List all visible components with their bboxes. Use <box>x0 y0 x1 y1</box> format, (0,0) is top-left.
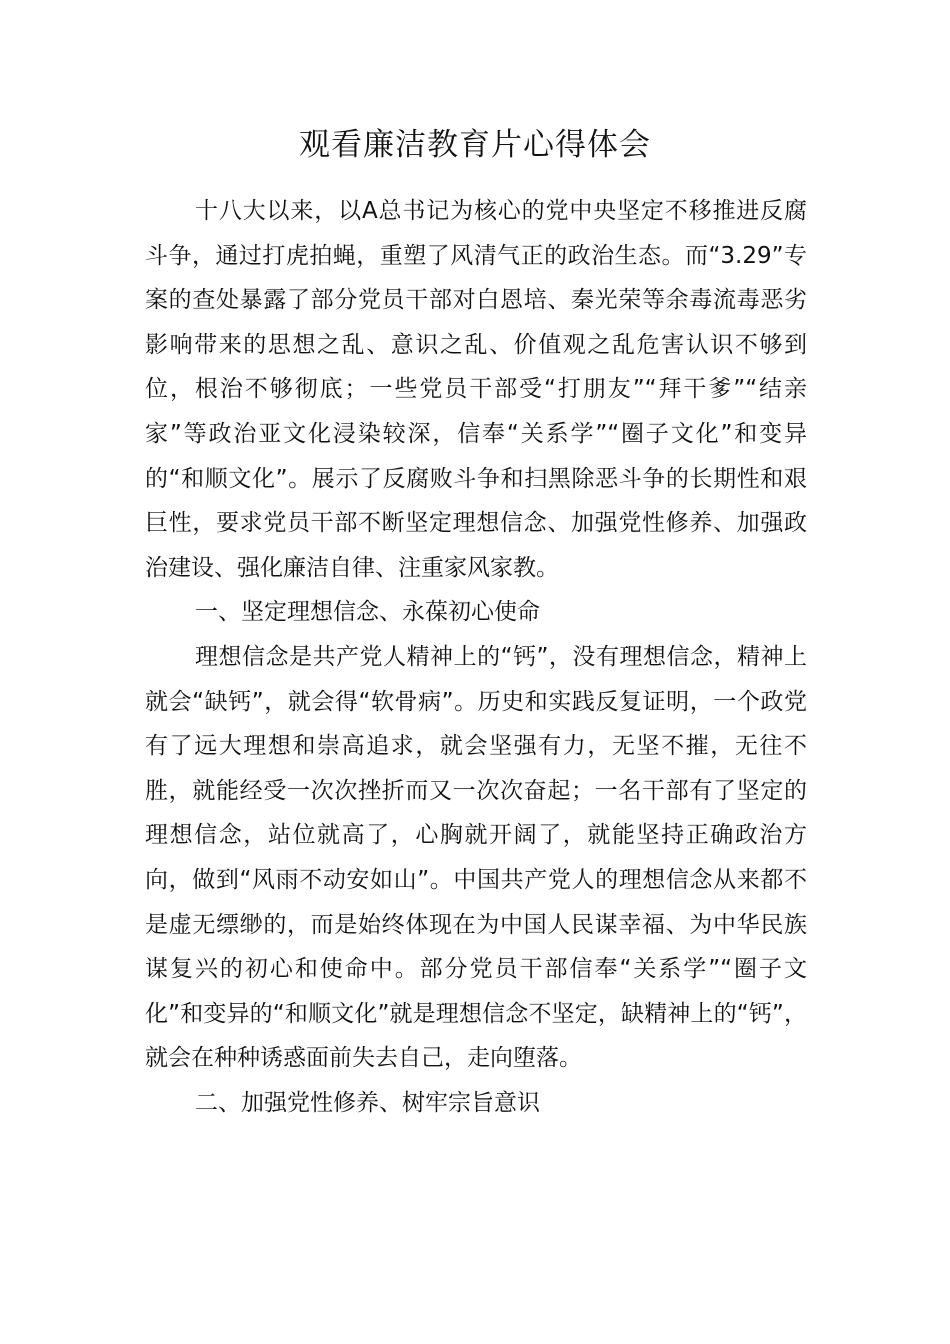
paragraph-intro: 十八大以来，以A总书记为核心的党中央坚定不移推进反腐斗争，通过打虎拍蝇，重塑了风清气正的政治生态。而“3.29”专案的查处暴露了部分党员干部对白恩培、秦光荣等余毒流毒恶劣影响带来的思想之乱、意识之乱、价值观之乱危害认识不够到位，根治不够彻底；一些党员干部受“打朋友”“拜干爹”“结亲家”等政治亚文化浸染较深，信奉“关系学”“圈子文化”和变异的“和顺文化”。展示了反腐败斗争和扫黑除恶斗争的长期性和艰巨性，要求党员干部不断坚定理想信念、加强党性修养、加强政治建设、强化廉洁自律、注重家风家教。 <box>145 198 807 581</box>
paragraph-ideals: 理想信念是共产党人精神上的“钙”，没有理想信念，精神上就会“缺钙”，就会得“软骨病”。历史和实践反复证明，一个政党有了远大理想和崇高追求，就会坚强有力，无坚不摧，无往不胜，就能经受一次次挫折而又一次次奋起；一名干部有了坚定的理想信念，站位就高了，心胸就开阔了，就能坚持正确政治方向，做到“风雨不动安如山”。中国共产党人的理想信念从来都不是虚无缥缈的，而是始终体现在为中国人民谋幸福、为中华民族谋复兴的初心和使命中。部分党员干部信奉“关系学”“圈子文化”和变异的“和顺文化”就是理想信念不坚定，缺精神上的“钙”，就会在种种诱惑面前失去自己，走向堕落。 <box>145 643 807 1072</box>
document-body <box>145 189 807 1125</box>
section-heading-1: 一、坚定理想信念、永葆初心使命 <box>195 599 540 626</box>
document-title: 观看廉洁教育片心得体会 <box>299 127 651 163</box>
section-heading-2: 二、加强党性修养、树牢宗旨意识 <box>195 1089 540 1116</box>
